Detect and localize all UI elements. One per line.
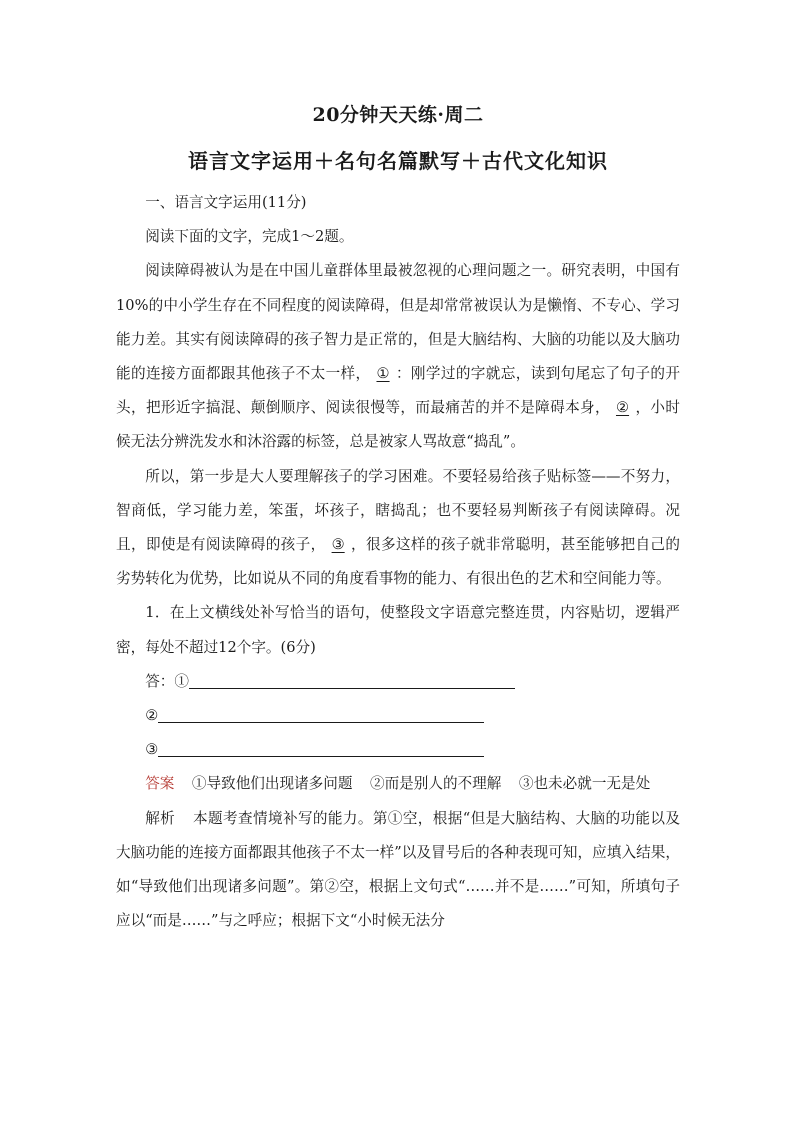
answer-mark-1: ① <box>174 672 189 690</box>
question-1: 1．在上文横线处补写恰当的语句，使整段文字语意完整连贯，内容贴切，逻辑严密，每处不超过12个字。(6分) <box>116 604 680 656</box>
page-title: 20分钟天天练·周二 <box>312 104 484 126</box>
answer-block <box>116 767 680 801</box>
answer-mark-2: ② <box>145 707 159 725</box>
answer-1: ①导致他们出现诸多问题 <box>191 775 353 793</box>
passage-text: ，小时候无法分辨洗发水和沐浴露的标签，总是被家人骂故意“捣乱”。 <box>116 399 680 451</box>
instruction: 阅读下面的文字，完成1～2题。 <box>145 228 354 246</box>
answer-3: ③也未必就一无是处 <box>518 775 651 793</box>
answer-line-1 <box>189 666 515 689</box>
passage-text: 所以，第一步是大人要理解孩子的学习困难。不要轻易给孩子贴标签——不努力，智商低，学习能力差，笨蛋，坏孩子，瞎捣乱；也不要轻易判断孩子有阅读障碍。况且，即使是有阅读障碍的孩子， <box>116 467 680 554</box>
blank-2: ② <box>615 399 630 417</box>
passage-text: ：刚学过的字就忘，读到句尾忘了句子的开头，把形近字搞混、颠倒顺序、阅读很慢等，而最痛苦的并不是障碍本身， <box>116 365 680 417</box>
passage-paragraph-2 <box>116 460 680 597</box>
answer-line-2 <box>158 700 484 723</box>
answer-prefix: 答： <box>145 672 175 690</box>
blank-1: ① <box>376 365 390 383</box>
answer-row-3 <box>116 733 680 767</box>
answer-row-1 <box>116 665 680 699</box>
document-body <box>116 186 680 938</box>
answer-label: 答案 <box>145 775 175 793</box>
passage-text: 阅读障碍被认为是在中国儿童群体里最被忽视的心理问题之一。研究表明，中国有10%的中小学生存在不同程度的阅读障碍，但是却常常被误认为是懒惰、不专心、学习能力差。其实有阅读障碍的孩子智力是正常的，但是大脑结构、大脑的功能以及大脑功能的连接方面都跟其他孩子不太一样， <box>116 262 680 383</box>
analysis-label: 解析 <box>145 809 176 827</box>
passage-text: ，很多这样的孩子就非常聪明，甚至能够把自己的劣势转化为优势，比如说从不同的角度看事物的能力、有很出色的艺术和空间能力等。 <box>116 536 680 588</box>
blank-3: ③ <box>331 536 345 554</box>
analysis-text: 本题考查情境补写的能力。第①空，根据“但是大脑结构、大脑的功能以及大脑功能的连接方面都跟其他孩子不太一样”以及冒号后的各种表现可知，应填入结果，如“导致他们出现诸多问题”。第②空，根据上文句式“……并不是……”可知，所填句子应以“而是……”与之呼应；根据下文“小时候无法分 <box>116 809 680 930</box>
answer-line-3 <box>158 734 484 757</box>
section-heading: 一、语言文字运用(11分) <box>145 194 307 211</box>
answer-row-2 <box>116 699 680 733</box>
analysis-block <box>116 802 680 939</box>
page-subtitle: 语言文字运用＋名句名篇默写＋古代文化知识 <box>188 149 608 173</box>
passage-paragraph-1 <box>116 254 680 459</box>
answer-mark-3: ③ <box>145 741 159 759</box>
answer-2: ②而是别人的不理解 <box>369 775 502 793</box>
